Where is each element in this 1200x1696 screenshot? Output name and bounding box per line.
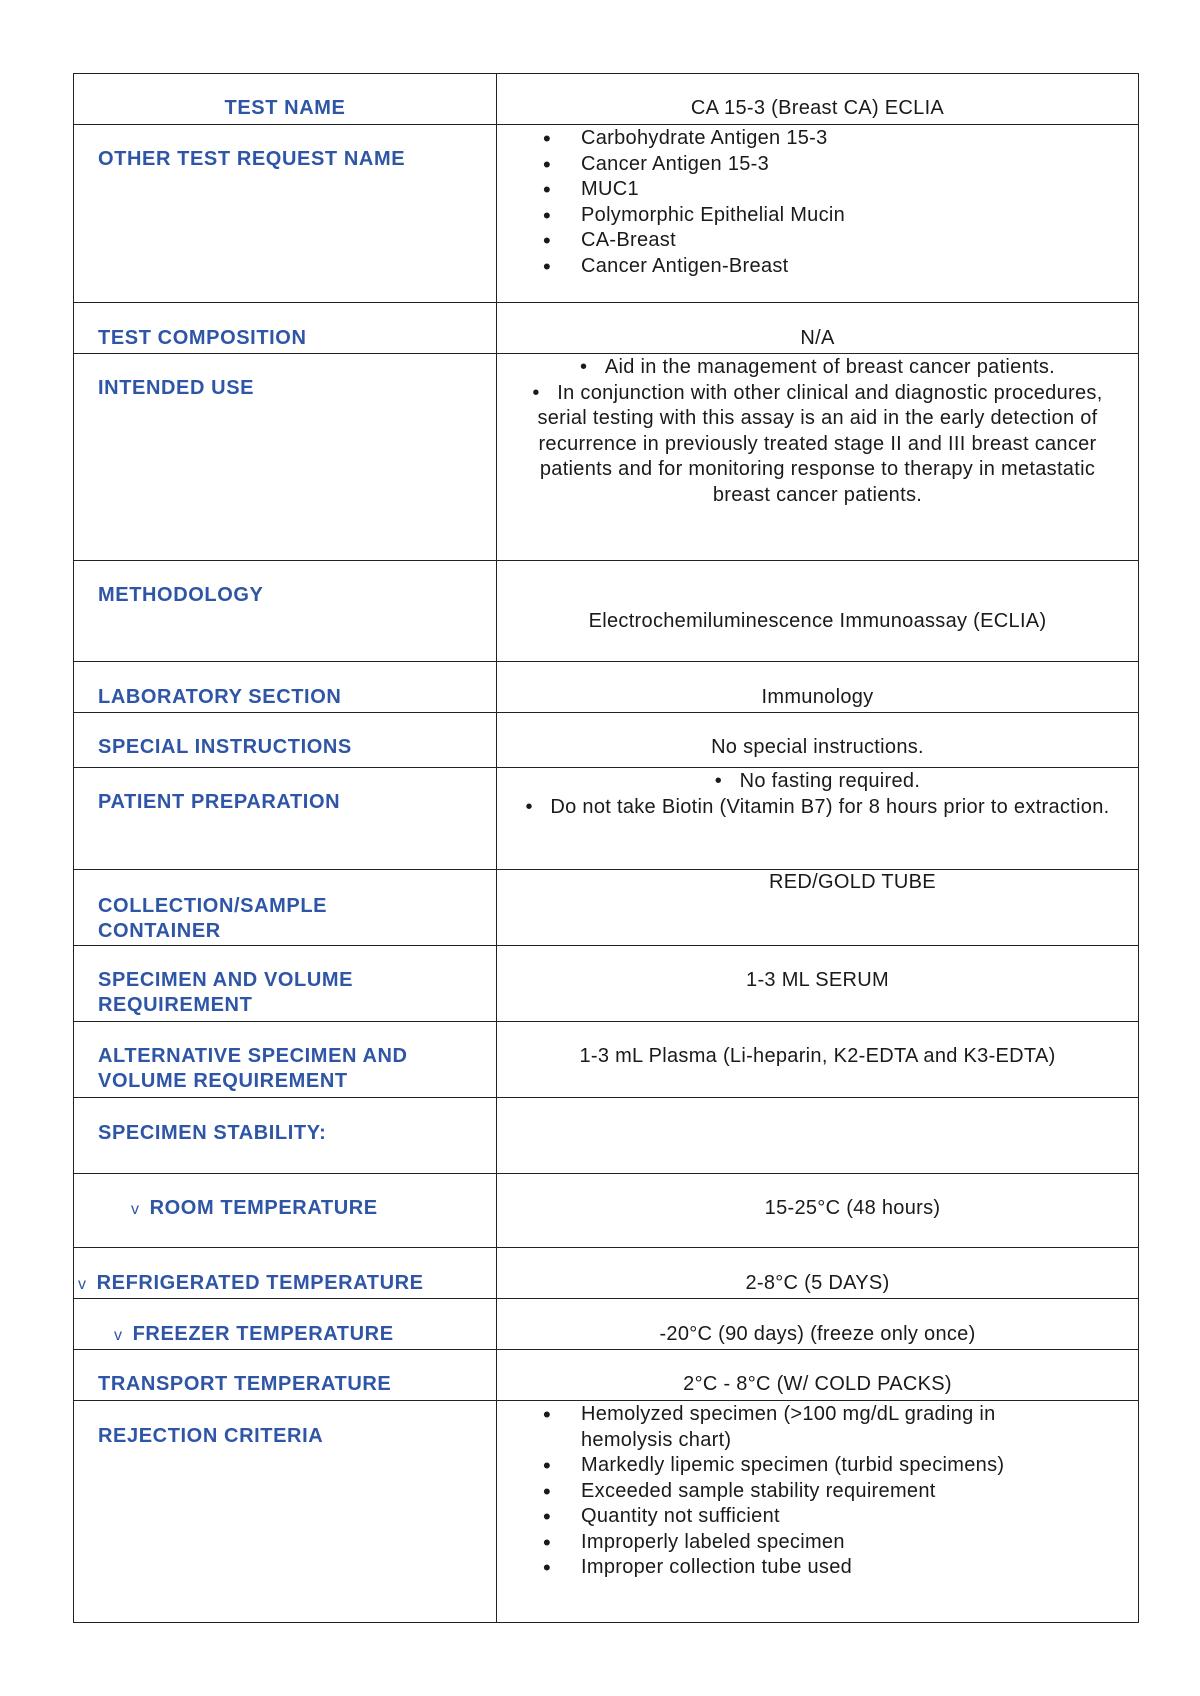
- composition-value: N/A: [800, 327, 835, 349]
- freezer-temp-label: FREEZER TEMPERATURE: [132, 1323, 394, 1345]
- row-room-temp: [74, 1174, 1139, 1248]
- special-instructions-value: No special instructions.: [711, 736, 924, 758]
- transport-temp-value: 2°C - 8°C (W/ COLD PACKS): [683, 1373, 952, 1395]
- list-item: • Hemolyzed specimen (>100 mg/dL grading in hemolysis chart): [543, 1402, 1078, 1453]
- room-temp-label: ROOM TEMPERATURE: [149, 1197, 378, 1219]
- chevron-down-icon: v: [78, 1276, 87, 1293]
- label-cell: [74, 561, 497, 662]
- value-cell: [497, 74, 1139, 125]
- lab-section-label: LABORATORY SECTION: [98, 686, 342, 708]
- label-cell: [74, 768, 497, 870]
- value-cell: [497, 946, 1139, 1022]
- patient-prep-label: PATIENT PREPARATION: [98, 791, 341, 813]
- row-methodology: [74, 561, 1139, 662]
- stability-label: SPECIMEN STABILITY:: [98, 1122, 327, 1144]
- intended-use-label: INTENDED USE: [98, 377, 255, 399]
- value-cell: [497, 354, 1139, 561]
- row-container: [74, 870, 1139, 946]
- value-cell: [497, 1350, 1139, 1401]
- label-cell: [74, 1022, 497, 1098]
- list-item: • In conjunction with other clinical and diagnostic procedures, serial testing with this assay is an aid in the early detection of recurrence in previously treated stage II and III breast cancer patients and for monitoring response to therapy in metastatic breast cancer patients.: [517, 381, 1118, 509]
- transport-temp-label: TRANSPORT TEMPERATURE: [98, 1373, 392, 1395]
- value-cell: [497, 125, 1139, 303]
- list-item: • Markedly lipemic specimen (turbid specimens): [543, 1453, 1078, 1479]
- chevron-down-icon: v: [131, 1201, 140, 1218]
- room-temp-label-wrap: [74, 1174, 496, 1222]
- row-stability: [74, 1098, 1139, 1174]
- patient-prep-list: [497, 768, 1138, 820]
- value-cell: [497, 1098, 1139, 1174]
- label-cell: [74, 713, 497, 768]
- test-info-table: [73, 73, 1139, 1623]
- test-name-label: TEST NAME: [224, 97, 346, 119]
- row-test-composition: [74, 303, 1139, 354]
- value-cell: [497, 1401, 1139, 1623]
- freezer-temp-value: -20°C (90 days) (freeze only once): [659, 1323, 976, 1345]
- row-patient-preparation: [74, 768, 1139, 870]
- list-item: • Polymorphic Epithelial Mucin: [543, 203, 1138, 229]
- list-item: • Improper collection tube used: [543, 1555, 1078, 1581]
- special-instructions-label: SPECIAL INSTRUCTIONS: [98, 736, 352, 758]
- other-names-list: [497, 125, 1138, 279]
- row-special-instructions: [74, 713, 1139, 768]
- refrig-temp-label-wrap: [74, 1248, 496, 1297]
- specimen-volume-value: 1-3 ML SERUM: [746, 969, 889, 991]
- label-cell: [74, 125, 497, 303]
- value-cell: [497, 768, 1139, 870]
- value-cell: [497, 1299, 1139, 1350]
- list-item: • Aid in the management of breast cancer patients.: [517, 355, 1118, 381]
- list-item: • Exceeded sample stability requirement: [543, 1479, 1078, 1505]
- methodology-value: Electrochemiluminescence Immunoassay (ECLIA): [588, 610, 1047, 632]
- label-cell: [74, 303, 497, 354]
- specimen-volume-label: SPECIMEN AND VOLUME REQUIREMENT: [98, 969, 354, 1016]
- row-freezer-temp: [74, 1299, 1139, 1350]
- label-cell: [74, 1098, 497, 1174]
- row-refrig-temp: [74, 1248, 1139, 1299]
- label-cell: [74, 662, 497, 713]
- list-item: • Quantity not sufficient: [543, 1504, 1078, 1530]
- label-cell: [74, 870, 497, 946]
- lab-section-value: Immunology: [761, 686, 874, 708]
- alt-specimen-label: ALTERNATIVE SPECIMEN AND VOLUME REQUIREMENT: [98, 1045, 408, 1092]
- list-item: • MUC1: [543, 177, 1138, 203]
- list-item: • CA-Breast: [543, 228, 1138, 254]
- row-specimen-volume: [74, 946, 1139, 1022]
- value-cell: [497, 1022, 1139, 1098]
- value-cell: [497, 561, 1139, 662]
- chevron-down-icon: v: [114, 1327, 123, 1344]
- value-cell: [497, 303, 1139, 354]
- row-intended-use: [74, 354, 1139, 561]
- value-cell: [497, 662, 1139, 713]
- label-cell: [74, 354, 497, 561]
- label-cell: [74, 1299, 497, 1350]
- intended-use-list: [497, 354, 1138, 508]
- rejection-list: [497, 1401, 1138, 1581]
- other-names-label: OTHER TEST REQUEST NAME: [98, 148, 406, 170]
- list-item: • No fasting required.: [517, 769, 1118, 795]
- refrig-temp-value: 2-8°C (5 DAYS): [745, 1272, 890, 1294]
- row-rejection: [74, 1401, 1139, 1623]
- value-cell: [497, 1174, 1139, 1248]
- label-cell: [74, 1401, 497, 1623]
- list-item: • Carbohydrate Antigen 15-3: [543, 126, 1138, 152]
- label-cell: [74, 74, 497, 125]
- list-item: • Cancer Antigen-Breast: [543, 254, 1138, 280]
- list-item: • Improperly labeled specimen: [543, 1530, 1078, 1556]
- composition-label: TEST COMPOSITION: [98, 327, 307, 349]
- methodology-label: METHODOLOGY: [98, 584, 264, 606]
- room-temp-value: 15-25°C (48 hours): [764, 1197, 941, 1219]
- label-cell: [74, 946, 497, 1022]
- row-transport-temp: [74, 1350, 1139, 1401]
- freezer-temp-label-wrap: [74, 1299, 496, 1348]
- row-test-name: [74, 74, 1139, 125]
- row-alt-specimen: [74, 1022, 1139, 1098]
- rejection-label: REJECTION CRITERIA: [98, 1425, 324, 1447]
- container-value: RED/GOLD TUBE: [769, 871, 936, 893]
- alt-specimen-value: 1-3 mL Plasma (Li-heparin, K2-EDTA and K3-EDTA): [579, 1045, 1056, 1067]
- row-other-names: [74, 125, 1139, 303]
- test-name-value: CA 15-3 (Breast CA) ECLIA: [690, 97, 945, 119]
- container-label: COLLECTION/SAMPLE CONTAINER: [98, 895, 328, 942]
- value-cell: [497, 1248, 1139, 1299]
- value-cell: [497, 870, 1139, 946]
- label-cell: [74, 1248, 497, 1299]
- label-cell: [74, 1350, 497, 1401]
- list-item: • Do not take Biotin (Vitamin B7) for 8 hours prior to extraction.: [517, 795, 1118, 821]
- value-cell: [497, 713, 1139, 768]
- row-lab-section: [74, 662, 1139, 713]
- refrig-temp-label: REFRIGERATED TEMPERATURE: [96, 1272, 424, 1294]
- label-cell: [74, 1174, 497, 1248]
- list-item: • Cancer Antigen 15-3: [543, 152, 1138, 178]
